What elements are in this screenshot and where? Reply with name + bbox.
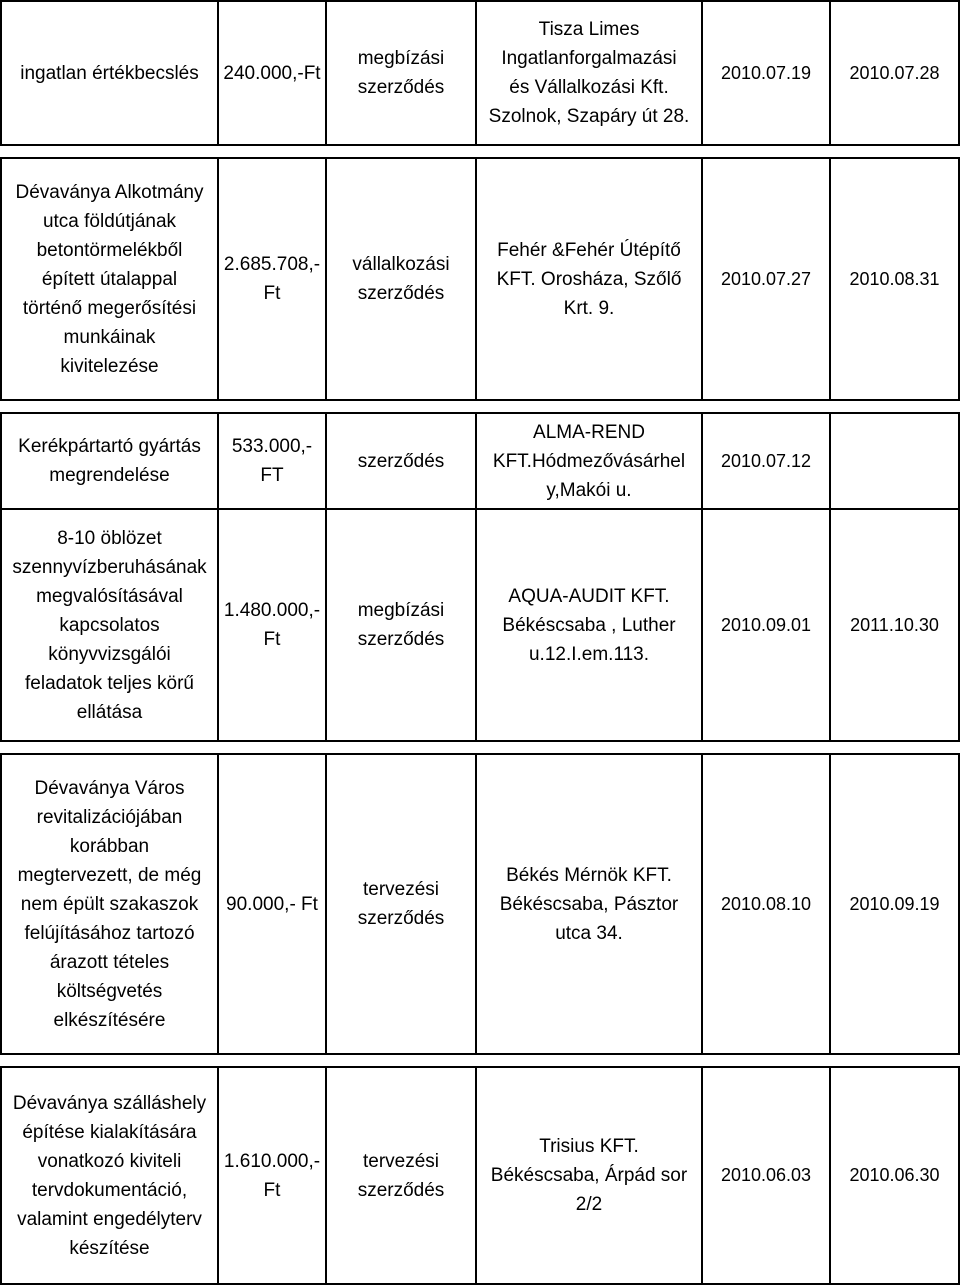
contract-type-cell: megbízási szerződés <box>326 1 476 145</box>
date-to-cell <box>830 413 959 509</box>
row-gap <box>1 741 959 754</box>
contract-type-cell: vállalkozási szerződés <box>326 158 476 400</box>
partner-cell: ALMA-REND KFT.Hódmezővásárhel y,Makói u. <box>476 413 702 509</box>
table-row <box>1 1067 959 1284</box>
row-gap <box>1 145 959 158</box>
date-from-cell: 2010.09.01 <box>702 509 830 741</box>
date-to-cell: 2010.09.19 <box>830 754 959 1054</box>
amount-cell: 533.000,- FT <box>218 413 326 509</box>
subject-cell: Dévaványa Alkotmány utca földútjának betontörmelékből épített útalappal történő megerősítési munkáinak kivitelezése <box>1 158 218 400</box>
date-from-cell: 2010.08.10 <box>702 754 830 1054</box>
date-to-cell: 2010.07.28 <box>830 1 959 145</box>
contract-type-cell: tervezési szerződés <box>326 1067 476 1284</box>
contract-type-cell: szerződés <box>326 413 476 509</box>
partner-cell: Trisius KFT. Békéscsaba, Árpád sor 2/2 <box>476 1067 702 1284</box>
subject-cell: Dévaványa Város revitalizációjában korábban megtervezett, de még nem épült szakaszok felújításához tartozó árazott tételes költségvetés elkészítésére <box>1 754 218 1054</box>
subject-cell: Dévaványa szálláshely építése kialakítására vonatkozó kiviteli tervdokumentáció, valamint engedélyterv készítése <box>1 1067 218 1284</box>
amount-cell: 1.480.000,- Ft <box>218 509 326 741</box>
subject-cell: ingatlan értékbecslés <box>1 1 218 145</box>
table-row <box>1 509 959 741</box>
subject-cell: Kerékpártartó gyártás megrendelése <box>1 413 218 509</box>
row-gap <box>1 400 959 413</box>
date-to-cell: 2010.06.30 <box>830 1067 959 1284</box>
amount-cell: 1.610.000,- Ft <box>218 1067 326 1284</box>
date-from-cell: 2010.06.03 <box>702 1067 830 1284</box>
date-to-cell: 2010.08.31 <box>830 158 959 400</box>
partner-cell: Fehér &Fehér Útépítő KFT. Orosháza, Szőlő Krt. 9. <box>476 158 702 400</box>
table-row <box>1 754 959 1054</box>
amount-cell: 240.000,-Ft <box>218 1 326 145</box>
date-from-cell: 2010.07.12 <box>702 413 830 509</box>
amount-cell: 2.685.708,- Ft <box>218 158 326 400</box>
table-row <box>1 1 959 145</box>
table-row <box>1 413 959 509</box>
partner-cell: Békés Mérnök KFT. Békéscsaba, Pásztor utca 34. <box>476 754 702 1054</box>
partner-cell: AQUA-AUDIT KFT. Békéscsaba , Luther u.12.I.em.113. <box>476 509 702 741</box>
date-from-cell: 2010.07.19 <box>702 1 830 145</box>
partner-cell: Tisza Limes Ingatlanforgalmazási és Vállalkozási Kft. Szolnok, Szapáry út 28. <box>476 1 702 145</box>
row-gap <box>1 1054 959 1067</box>
table-row <box>1 158 959 400</box>
date-from-cell: 2010.07.27 <box>702 158 830 400</box>
contract-type-cell: tervezési szerződés <box>326 754 476 1054</box>
contract-type-cell: megbízási szerződés <box>326 509 476 741</box>
date-to-cell: 2011.10.30 <box>830 509 959 741</box>
amount-cell: 90.000,- Ft <box>218 754 326 1054</box>
subject-cell: 8-10 öblözet szennyvízberuhásának megvalósításával kapcsolatos könyvvizsgálói feladatok teljes körű ellátása <box>1 509 218 741</box>
